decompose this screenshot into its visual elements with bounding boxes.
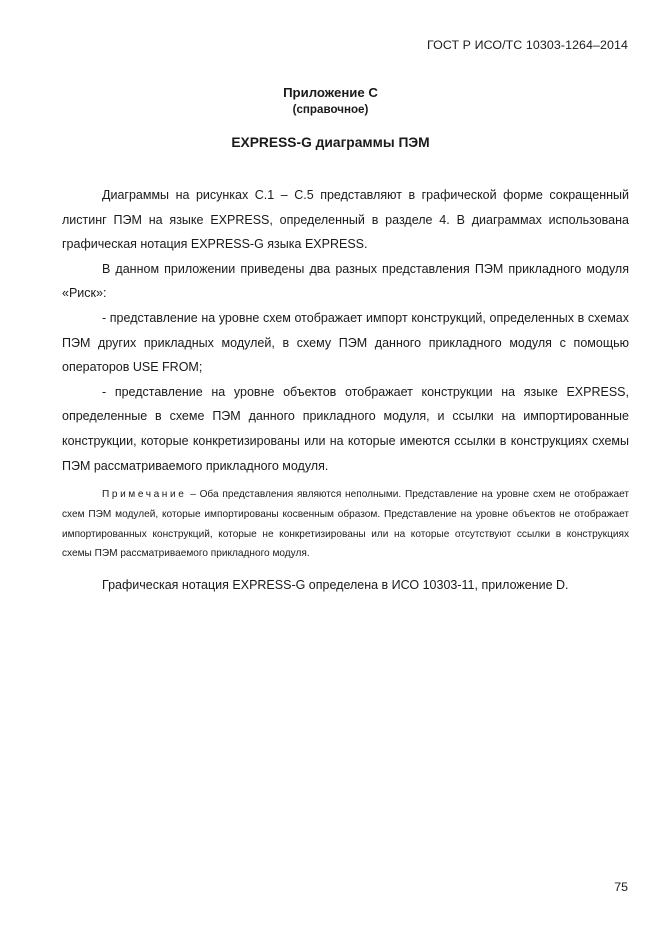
body-text	[62, 183, 629, 598]
note-text: – Оба представления являются неполными. Представление на уровне схем не отображает схем ПЭМ модулей, которые импортированы косвенным образом. Представление на уровне объектов не отображает импортированных конструкций, которые не конкретизированы или на которые отсутствуют ссылки в конструкциях схемы ПЭМ рассматриваемого прикладного модуля.	[62, 489, 629, 560]
paragraph: В данном приложении приведены два разных представления ПЭМ прикладного модуля «Риск»:	[62, 261, 629, 301]
paragraph: - представление на уровне объектов отображает конструкции на языке EXPRESS, определенные в схеме ПЭМ данного прикладного модуля, и ссылки на импортированные конструкции, которые конкретизированы или на которые имеются ссылки в конструкциях схемы ПЭМ рассматриваемого прикладного модуля.	[62, 384, 629, 473]
final-paragraph: Графическая нотация EXPRESS-G определена в ИСО 10303-11, приложение D.	[102, 577, 569, 592]
standard-designation: ГОСТ Р ИСО/ТС 10303-1264–2014	[426, 38, 628, 52]
note-label: Примечание	[102, 489, 187, 501]
annex-title: Приложение C	[283, 85, 378, 100]
note	[62, 485, 629, 564]
annex-subtitle: (справочное)	[292, 103, 369, 116]
paragraph: Диаграммы на рисунках С.1 – С.5 представляют в графической форме сокращенный листинг ПЭМ на языке EXPRESS, определенный в разделе 4. В диаграммах использована графическая нотация EXPRESS-G языка EXPRESS.	[62, 188, 629, 252]
page-number: 75	[614, 880, 628, 894]
section-title: EXPRESS-G диаграммы ПЭМ	[231, 135, 430, 150]
paragraph: - представление на уровне схем отображает импорт конструкций, определенных в схемах ПЭМ других прикладных модулей, в схему ПЭМ данного прикладного модуля с помощью операторов USE FROM;	[62, 310, 629, 375]
